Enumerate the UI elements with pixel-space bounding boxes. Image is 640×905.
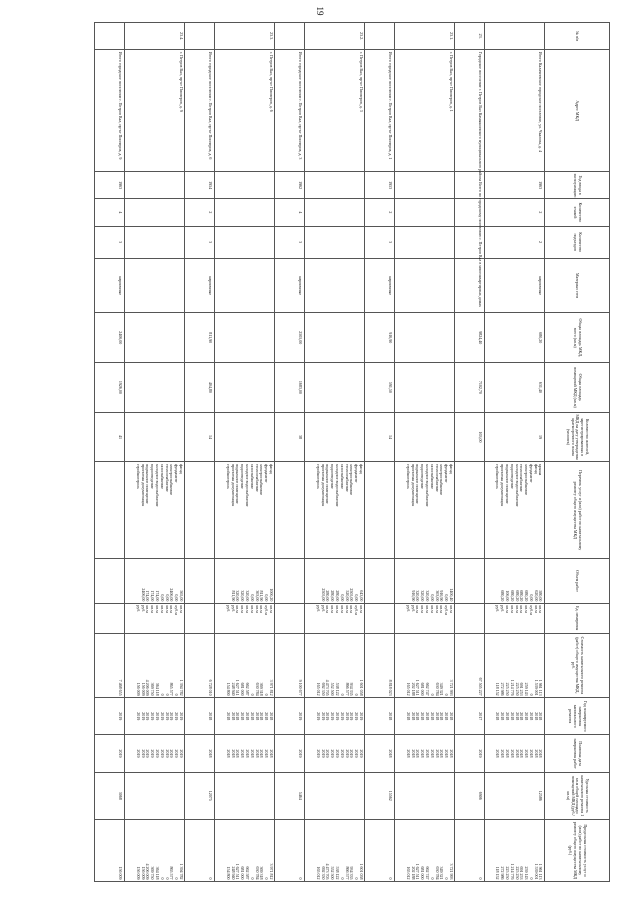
cell-works: крыша фасад фундамент электроснабжение теплоснабжение холодное водоснабжение водоотведение подвальное помещение проектная документация стройконтроль <box>485 462 545 559</box>
cell-no <box>95 23 125 50</box>
header-cell: Количество подъездов <box>545 226 610 258</box>
cell-cost: 6 728 010 <box>185 633 215 698</box>
cell-area <box>125 313 185 363</box>
cell-pd: 2019 <box>455 735 485 772</box>
header-cell: Общая площадь помещений МКД (кв.м) <box>545 363 610 413</box>
header-cell: Материал стен <box>545 258 610 313</box>
cell-pd: 2018 2018 2018 2018 2018 2018 2018 2018 2018 2018 <box>485 735 545 772</box>
cell-unit <box>365 603 395 633</box>
cell-people: 41 <box>95 412 125 462</box>
cell-year: 1963 <box>485 171 545 198</box>
header-cell: Год планируемого завершения капитального ремонта <box>545 698 610 735</box>
cell-limit: 0 <box>185 819 215 881</box>
cell-pd: 2018 <box>365 735 395 772</box>
cell-vol <box>365 559 395 604</box>
cell-no: 23.3. <box>215 23 275 50</box>
header-cell: Год ввода в эксплуатацию <box>545 171 610 198</box>
cell-mat: кирпичные <box>95 258 125 313</box>
cell-cost: 8 818 023 <box>365 633 395 698</box>
cell-mat: кирпичные <box>275 258 305 313</box>
cell-mat <box>215 258 275 313</box>
header-cell: Общая площадь МКД, всего (кв.м) <box>545 313 610 363</box>
cell-unitcost: 15562 <box>365 772 395 819</box>
summary-row <box>455 23 485 882</box>
cell-unitcost: 12586 <box>485 772 545 819</box>
header-cell: Удельная стоимость капитального ремонта 1 кв.м общей площади помещений МКД (руб./кв.м) <box>545 772 610 819</box>
cell-unit: кв.м куб.м кв.м кв.м кв.м кв.м кв.м кв.м руб. руб. <box>215 603 275 633</box>
cell-people: 38 <box>275 412 305 462</box>
cell-area_p <box>215 363 275 413</box>
cell-works: фасад фундамент электроснабжение теплоснабжение газоснабжение холодное водоснабжение водоотведение подвальное помещение проектная документация стройконтроль <box>215 462 275 559</box>
cell-limit: 1 961 113 1 539 001 0 259 143 691 253 225 250 1 214 776 225 250 272 986 118 152 <box>485 819 545 881</box>
cell-area: 2505,00 <box>275 313 305 363</box>
cell-pd: 2018 <box>185 735 215 772</box>
cell-area: 811,90 <box>185 313 215 363</box>
cell-people: 19 <box>485 412 545 462</box>
cell-people <box>395 412 455 462</box>
cell-cost: 67 505 227 <box>455 633 485 698</box>
cell-year: 1963 <box>95 171 125 198</box>
table-row <box>125 23 185 882</box>
cell-unitcost <box>395 772 455 819</box>
cell-yr: 2019 2019 2019 2019 2019 2019 2019 2019 2019 2019 <box>305 698 365 735</box>
cell-area_p: 1683,00 <box>275 363 305 413</box>
cell-no <box>185 23 215 50</box>
cell-year <box>125 171 185 198</box>
header-cell: Объем работ <box>545 559 610 604</box>
cell-year: 1953 <box>365 171 395 198</box>
header-cell: Количество этажей <box>545 199 610 226</box>
cell-unitcost: 6906 <box>455 772 485 819</box>
cell-works: фасад фундамент электроснабжение теплоснабжение газоснабжение холодное водоснабжение водоотведение подвальное помещение проектная документация стройконтроль <box>125 462 185 559</box>
cell-entr: 3 <box>95 226 125 258</box>
cell-area_p: 591,50 <box>365 363 395 413</box>
cell-area_p: 631,40 <box>485 363 545 413</box>
cell-yr: 2019 2019 2019 2019 2019 2019 2019 2019 2019 2019 <box>125 698 185 735</box>
cell-vol <box>455 559 485 604</box>
cell-unit <box>95 603 125 633</box>
cell-people: 163,00 <box>455 412 485 462</box>
cell-floors: 2 <box>365 199 395 226</box>
cell-area: 2406,00 <box>95 313 125 363</box>
cell-area: 916,90 <box>365 313 395 363</box>
cell-addr: г. Петров Вал, пр-кт Пионеров, д. 9 <box>125 50 185 172</box>
table-body <box>95 23 545 882</box>
cell-yr: 2018 2018 2018 2018 2018 2018 2018 2018 2018 2018 <box>485 698 545 735</box>
cell-limit: 0 <box>365 819 395 881</box>
header-cell: № п/п <box>545 23 610 50</box>
summary-row <box>95 23 125 882</box>
cell-area_p: 7102,70 <box>455 363 485 413</box>
cell-yr: 2017 <box>455 698 485 735</box>
cell-area <box>215 313 275 363</box>
cell-area <box>395 313 455 363</box>
cell-cost: 1 394 782 0 865 577 0 0 364 118 369 750 4 206 009 156 009 156 009 <box>125 633 185 698</box>
header-cell: Адрес МКД <box>545 50 610 172</box>
cell-entr <box>305 226 365 258</box>
cell-limit: 1 601 058 0 934 335 866 577 0 538 122 552 500 4 473 705 692 350 165 012 <box>305 819 365 881</box>
cell-floors: 4 <box>95 199 125 226</box>
header-cell: Предельная стоимость услуг и (или) работ по капитальному ремонту общего имущества МКД (руб.) <box>545 819 610 881</box>
summary-row <box>185 23 215 882</box>
cell-no <box>485 23 545 50</box>
cell-area: 9824,40 <box>455 313 485 363</box>
cell-addr: Городское поселение г. Петров Вал Камышинского муниципального района Всего по городскому поселению г. Петров Вал в многоквартирных домах <box>455 50 485 172</box>
cell-no: 23. <box>455 23 485 50</box>
cell-addr: Итого городское поселение г. Петров Вал, пр-кт Пионеров, д. 9 <box>95 50 125 172</box>
table-row <box>305 23 365 882</box>
header-cell: Перечень услуг и (или) работ по капитальному ремонту общего имущества МКД <box>545 462 610 559</box>
cell-limit: 156 009 <box>95 819 125 881</box>
cell-no: 23.1. <box>395 23 455 50</box>
cell-vol: 565,00 0,00 2406,00 0,00 0,00 174,00 174,00 174,00 2406,00 <box>125 559 185 604</box>
cell-no <box>275 23 305 50</box>
header-cell: Количество жителей, зарегистрированных в МКД на дату утверждения краткосрочного плана (человек) <box>545 412 610 462</box>
header-cell: Ед. измерения <box>545 603 610 633</box>
cell-people <box>125 412 185 462</box>
cell-entr <box>125 226 185 258</box>
cell-floors: 2 <box>485 199 545 226</box>
cell-yr: 2018 2018 2018 2018 2018 2018 2018 2018 2018 2018 <box>395 698 455 735</box>
cell-year: 1954 <box>185 171 215 198</box>
cell-cost: 1 961 113 1 539 001 0 259 143 691 253 225 250 1 214 776 225 250 272 986 118 152 <box>485 633 545 698</box>
cell-entr <box>395 226 455 258</box>
cell-floors <box>305 199 365 226</box>
cell-yr: 2019 <box>275 698 305 735</box>
summary-row <box>485 23 545 882</box>
cell-unit <box>455 603 485 633</box>
cell-mat <box>125 258 185 313</box>
capital-repair-table <box>94 22 610 882</box>
cell-works <box>185 462 215 559</box>
cell-cost: 1 601 058 0 934 335 866 577 0 538 122 552 500 4 473 705 692 350 165 012 <box>305 633 365 698</box>
cell-works <box>275 462 305 559</box>
cell-unit: кв.м куб.м кв.м кв.м кв.м кв.м кв.м кв.м руб. руб. <box>125 603 185 633</box>
cell-yr: 2018 <box>365 698 395 735</box>
cell-floors <box>395 199 455 226</box>
cell-addr: Итого городское поселение г. Петров Вал, пр-кт Пионеров, д. 1 <box>365 50 395 172</box>
cell-entr: 3 <box>185 226 215 258</box>
cell-floors: 2 <box>185 199 215 226</box>
cell-yr: 2018 2018 2018 2018 2018 2018 2018 2018 2018 2018 <box>215 698 275 735</box>
cell-mat: кирпичные <box>365 258 395 313</box>
cell-entr: 3 <box>275 226 305 258</box>
cell-entr <box>215 226 275 258</box>
cell-vol <box>185 559 215 604</box>
cell-works <box>455 462 485 559</box>
cell-floors: 4 <box>275 199 305 226</box>
cell-pd: 2019 2019 2019 2019 2019 2019 2019 2019 2019 2019 <box>305 735 365 772</box>
cell-no: 23.2. <box>305 23 365 50</box>
cell-people <box>305 412 365 462</box>
cell-vol: 1400,40 0,00 916,90 363,00 0,00 320,00 320,00 320,00 916,90 <box>395 559 455 604</box>
cell-yr: 2019 <box>95 698 125 735</box>
cell-works: фасад фундамент электроснабжение теплоснабжение газоснабжение холодное водоснабжение водоотведение подвальное помещение проектная документация стройконтроль <box>305 462 365 559</box>
cell-area <box>305 313 365 363</box>
cell-floors <box>215 199 275 226</box>
cell-cost: 3 721 993 0 349 321 630 784 0 662 747 681 000 1 627 511 202 188 165 012 <box>395 633 455 698</box>
cell-limit: 0 <box>275 819 305 881</box>
cell-year <box>395 171 455 198</box>
header-row <box>545 23 610 882</box>
cell-unit: кв.м куб.м кв.м кв.м кв.м кв.м кв.м кв.м руб. руб. <box>395 603 455 633</box>
cell-unit <box>275 603 305 633</box>
cell-area_p <box>395 363 455 413</box>
cell-year <box>215 171 275 198</box>
cell-pd: 2019 2019 2019 2019 2019 2019 2019 2019 2019 2019 <box>125 735 185 772</box>
summary-row <box>275 23 305 882</box>
cell-vol <box>275 559 305 604</box>
cell-works <box>365 462 395 559</box>
cell-works: фасад фундамент электроснабжение теплоснабжение газоснабжение холодное водоснабжение водоотведение подвальное помещение проектная документация стройконтроль <box>395 462 455 559</box>
cell-unitcost: 5464 <box>275 772 305 819</box>
cell-addr: Итого Калачеевское городское поселение, ул. Чкалова, д. 4 <box>485 50 545 172</box>
table-row <box>395 23 455 882</box>
cell-limit: 3 971 812 0 369 318 630 784 0 662 587 681 000 1 627 511 248 940 154 800 <box>215 819 275 881</box>
cell-vol: 1000,20 0,00 811,90 363,00 0,00 320,00 320,00 320,00 811,90 <box>215 559 275 604</box>
cell-addr: г. Петров Вал, пр-кт Пионеров, д. 1 <box>395 50 455 172</box>
cell-pd: 2018 2018 2018 2018 2018 2018 2018 2018 2018 2018 <box>215 735 275 772</box>
cell-vol <box>95 559 125 604</box>
cell-unitcost: 12075 <box>185 772 215 819</box>
cell-vol: 643,00 0,00 2505,00 520,00 0,00 280,00 280,00 280,00 2505,00 <box>305 559 365 604</box>
cell-mat: кирпичные <box>185 258 215 313</box>
cell-limit: 1 394 782 0 865 577 0 0 364 118 369 750 4 206 009 156 009 156 009 <box>125 819 185 881</box>
cell-unitcost <box>215 772 275 819</box>
cell-addr: г. Петров Вал, пр-кт Пионеров, д. 6 <box>215 50 275 172</box>
cell-entr: 2 <box>485 226 545 258</box>
cell-cost: 3 971 812 0 369 318 630 784 0 662 587 681 000 1 627 511 248 940 154 800 <box>215 633 275 698</box>
cell-unit: кв.м куб.м кв.м кв.м кв.м кв.м кв.м кв.м руб. руб. <box>305 603 365 633</box>
cell-people <box>215 412 275 462</box>
cell-limit: 0 <box>455 819 485 881</box>
cell-mat: кирпичные <box>485 258 545 313</box>
cell-area_p <box>305 363 365 413</box>
cell-pd: 2018 2018 2018 2018 2018 2018 2018 2018 2018 2018 <box>395 735 455 772</box>
cell-addr: Итого городское поселение г. Петров Вал, пр-кт Пионеров, д. 6 <box>185 50 215 172</box>
cell-yr: 2018 <box>185 698 215 735</box>
cell-unitcost <box>305 772 365 819</box>
cell-entr: 3 <box>365 226 395 258</box>
cell-year: 1962 <box>275 171 305 198</box>
cell-mat <box>395 258 455 313</box>
cell-floors <box>125 199 185 226</box>
cell-no <box>365 23 395 50</box>
cell-limit: 3 721 993 0 349 321 630 784 0 662 747 681 000 1 627 511 202 188 165 012 <box>395 819 455 881</box>
cell-people: 14 <box>185 412 215 462</box>
cell-area_p: 1926,00 <box>95 363 125 413</box>
cell-pd: 2019 <box>275 735 305 772</box>
page-number: 19 <box>315 6 325 16</box>
header-cell: Стоимость капитального ремонта (работ) общего имущества МКД, руб. <box>545 633 610 698</box>
cell-unitcost: 3068 <box>95 772 125 819</box>
cell-area: 680,20 <box>485 313 545 363</box>
cell-unit <box>185 603 215 633</box>
cell-year <box>305 171 365 198</box>
table-row <box>215 23 275 882</box>
cell-unit: кв.м кв.м куб.м кв.м кв.м кв.м кв.м кв.м руб. руб. <box>485 603 545 633</box>
cell-no: 23.4. <box>125 23 185 50</box>
cell-people: 14 <box>365 412 395 462</box>
cell-area_p <box>125 363 185 413</box>
cell-cost: 7 468 655 <box>95 633 125 698</box>
cell-addr: Итого городское поселение г. Петров Вал, пр-кт Пионеров, д. 3 <box>275 50 305 172</box>
cell-vol: 580,00 620,00 0,00 680,20 680,20 680,20 680,20 106,00 680,20 <box>485 559 545 604</box>
cell-area_p: 404,80 <box>185 363 215 413</box>
cell-unitcost <box>125 772 185 819</box>
header-cell: Плановая дата завершения работ <box>545 735 610 772</box>
cell-addr: г. Петров Вал, пр-кт Пионеров, д. 3 <box>305 50 365 172</box>
cell-pd: 2019 <box>95 735 125 772</box>
cell-mat <box>305 258 365 313</box>
cell-works <box>95 462 125 559</box>
cell-cost: 9 100 677 <box>275 633 305 698</box>
summary-row <box>365 23 395 882</box>
